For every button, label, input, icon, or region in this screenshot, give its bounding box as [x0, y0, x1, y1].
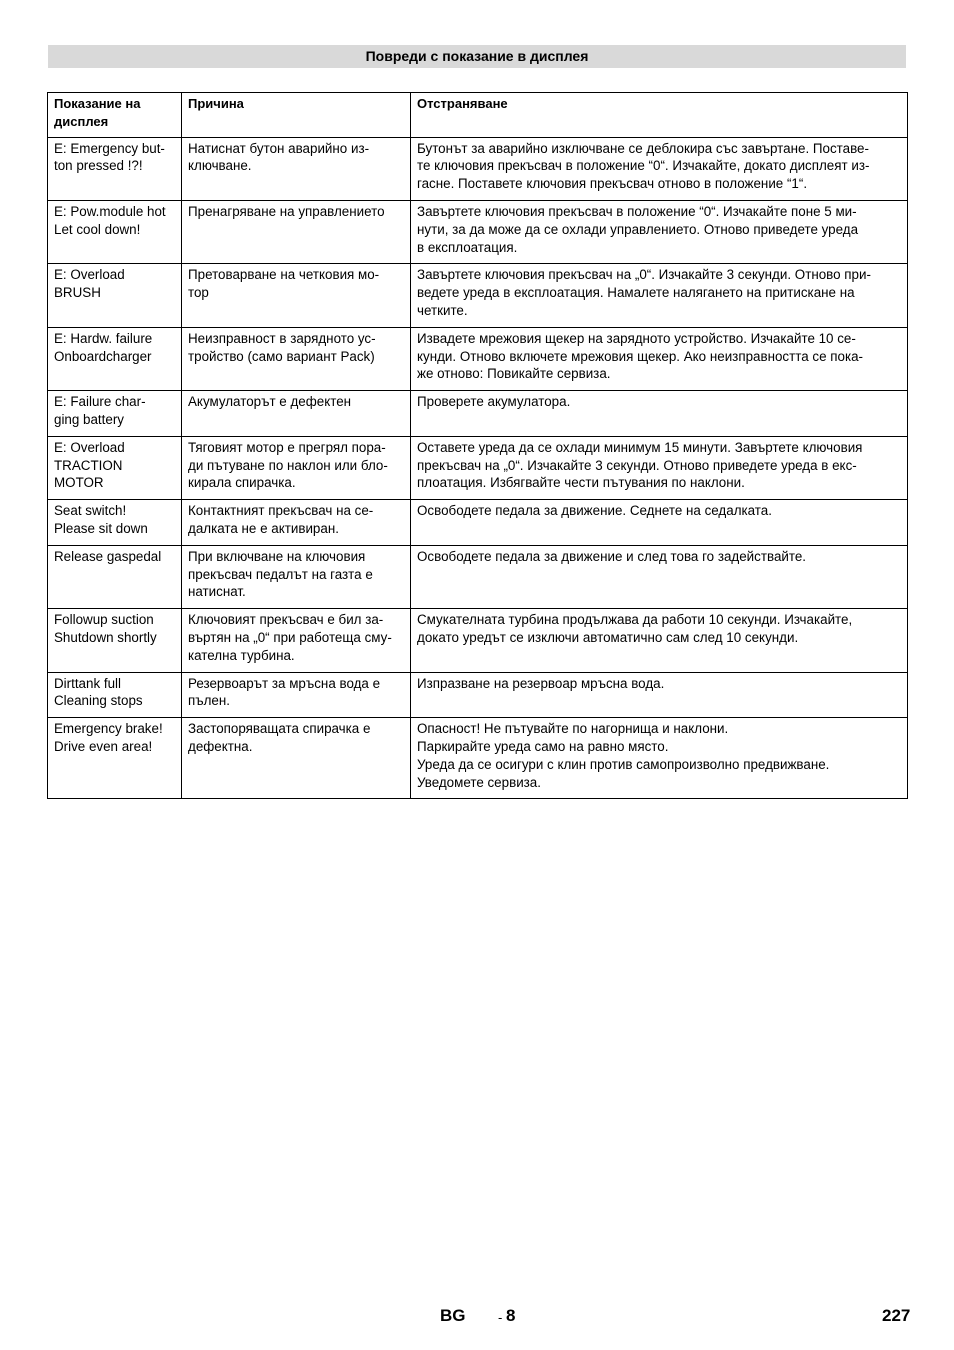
- header-display: [48, 93, 182, 138]
- cell-line: Shutdown shortly: [54, 629, 157, 645]
- cell-line: Отстраняване: [417, 96, 508, 111]
- cell-line: прекъсвач педалът на газта е: [188, 566, 373, 582]
- remedy-cell: [411, 436, 908, 499]
- footer-language: BG: [440, 1306, 466, 1325]
- cell-line: Ключовият прекъсвач е бил за-: [188, 612, 384, 628]
- cell-line: E: Overload: [54, 439, 125, 455]
- display-cell: [48, 672, 182, 718]
- cell-line: Emergency brake!: [54, 721, 163, 737]
- footer-page-number: 227: [882, 1306, 911, 1325]
- footer-sub-page: 8: [506, 1306, 516, 1325]
- cell-line: далката не е активиран.: [188, 520, 339, 536]
- cell-line: докато уредът се изключи автоматично сам след 10 секунди.: [417, 629, 799, 645]
- cell-line: Показание на: [54, 96, 141, 111]
- cell-line: Неизправност в зарядното ус-: [188, 330, 376, 346]
- cell-line: Please sit down: [54, 520, 148, 536]
- cell-line: Натиснат бутон аварийно из-: [188, 140, 370, 156]
- cell-line: тройство (само вариант Pack): [188, 348, 375, 364]
- cause-cell: [182, 137, 411, 200]
- cell-line: Seat switch!: [54, 503, 127, 519]
- display-cell: [48, 264, 182, 327]
- display-cell: [48, 137, 182, 200]
- cell-line: въртян на „0“ при работеща сму-: [188, 629, 392, 645]
- cell-line: кунди. Отново включете мрежовия щекер. Ако неизправността се пока-: [417, 348, 864, 364]
- cell-line: Резервоарът за мръсна вода е: [188, 675, 381, 691]
- cell-line: Освободете педала за движение. Седнете на седалката.: [417, 503, 772, 519]
- remedy-cell: [411, 264, 908, 327]
- cell-line: тор: [188, 285, 209, 301]
- display-cell: [48, 718, 182, 799]
- cell-line: E: Failure char-: [54, 394, 146, 410]
- cause-cell: [182, 672, 411, 718]
- cell-line: E: Pow.module hot: [54, 203, 166, 219]
- cause-cell: [182, 436, 411, 499]
- table-row: [48, 137, 908, 200]
- display-cell: [48, 200, 182, 263]
- footer-dash: -: [498, 1310, 503, 1325]
- cell-line: же отново: Повикайте сервиза.: [417, 366, 611, 382]
- display-cell: [48, 391, 182, 437]
- remedy-cell: [411, 672, 908, 718]
- remedy-cell: [411, 391, 908, 437]
- cell-line: Смукателната турбина продължава да работи 10 секунди. Изчакайте,: [417, 612, 853, 628]
- cell-line: Акумулаторът е дефектен: [188, 394, 352, 410]
- cell-line: Оставете уреда да се охлади минимум 15 минути. Завъртете ключовия: [417, 439, 863, 455]
- cell-line: Претоварване на четковия мо-: [188, 267, 380, 283]
- cell-line: ди пътуване по наклон или бло-: [188, 457, 388, 473]
- remedy-cell: [411, 500, 908, 546]
- cell-line: Контактният прекъсвач на се-: [188, 503, 374, 519]
- cell-line: пълен.: [188, 693, 230, 709]
- cell-line: BRUSH: [54, 285, 101, 301]
- cause-cell: [182, 200, 411, 263]
- cell-line: Пренагряване на управлението: [188, 203, 385, 219]
- remedy-cell: [411, 609, 908, 672]
- cell-line: Завъртете ключовия прекъсвач на „0“. Изчакайте 3 секунди. Отново при-: [417, 267, 871, 283]
- cell-line: в експлоатация.: [417, 239, 518, 255]
- table-row: [48, 718, 908, 799]
- table-row: [48, 327, 908, 390]
- cell-line: Завъртете ключовия прекъсвач в положение “0“. Изчакайте поне 5 ми-: [417, 203, 857, 219]
- table-header-row: [48, 93, 908, 138]
- cell-line: кирала спирачка.: [188, 475, 296, 491]
- section-title: Повреди с показание в дисплея: [48, 45, 906, 68]
- remedy-cell: [411, 137, 908, 200]
- display-cell: [48, 609, 182, 672]
- table-row: [48, 545, 908, 608]
- cell-line: ведете уреда в експлоатация. Намалете налягането на притискане на: [417, 285, 855, 301]
- cell-line: Dirttank full: [54, 675, 121, 691]
- cell-line: Cleaning stops: [54, 693, 143, 709]
- cell-line: MOTOR: [54, 475, 104, 491]
- cell-line: кателна турбина.: [188, 647, 295, 663]
- header-remedy: [411, 93, 908, 138]
- remedy-cell: [411, 327, 908, 390]
- cause-cell: [182, 391, 411, 437]
- cell-line: Release gaspedal: [54, 548, 162, 564]
- cause-cell: [182, 718, 411, 799]
- table-row: [48, 200, 908, 263]
- cell-line: дисплея: [54, 113, 109, 129]
- remedy-cell: [411, 718, 908, 799]
- cell-line: E: Hardw. failure: [54, 330, 153, 346]
- cell-line: Причина: [188, 96, 244, 111]
- cell-line: E: Emergency but-: [54, 140, 165, 156]
- table-row: [48, 436, 908, 499]
- cell-line: дефектна.: [188, 738, 253, 754]
- cell-line: Проверете акумулатора.: [417, 394, 571, 410]
- cell-line: Уреда да се осигури с клин против самопроизволно предвижване.: [417, 756, 830, 772]
- cell-line: нути, за да може да се охлади управлението. Отново приведете уреда: [417, 221, 859, 237]
- table-body: [48, 137, 908, 799]
- cause-cell: [182, 609, 411, 672]
- cell-line: Бутонът за аварийно изключване се деблокира със завъртане. Поставе-: [417, 140, 869, 156]
- cell-line: ключване.: [188, 158, 252, 174]
- cell-line: Drive even area!: [54, 738, 153, 754]
- fault-table: [47, 92, 908, 799]
- cell-line: ton pressed !?!: [54, 158, 143, 174]
- cell-line: те ключовия прекъсвач в положение “0“. Изчакайте, докато дисплеят из-: [417, 158, 870, 174]
- cell-line: E: Overload: [54, 267, 125, 283]
- cell-line: Извадете мрежовия щекер на зарядното устройство. Изчакайте 10 се-: [417, 330, 856, 346]
- table-row: [48, 391, 908, 437]
- cell-line: Паркирайте уреда само на равно място.: [417, 738, 669, 754]
- cell-line: плоатация. Избягвайте чести пътувания по наклони.: [417, 475, 745, 491]
- cause-cell: [182, 264, 411, 327]
- table-row: [48, 264, 908, 327]
- cause-cell: [182, 500, 411, 546]
- cell-line: четките.: [417, 302, 468, 318]
- table-row: [48, 609, 908, 672]
- cell-line: гасне. Поставете ключовия прекъсвач отново в положение “1“.: [417, 176, 808, 192]
- cell-line: натиснат.: [188, 584, 246, 600]
- cell-line: Let cool down!: [54, 221, 141, 237]
- cell-line: Изпразване на резервоар мръсна вода.: [417, 675, 665, 691]
- remedy-cell: [411, 545, 908, 608]
- cell-line: Тяговият мотор е прегрял пора-: [188, 439, 386, 455]
- cell-line: Followup suction: [54, 612, 154, 628]
- cell-line: ging battery: [54, 411, 124, 427]
- display-cell: [48, 500, 182, 546]
- cell-line: Уведомете сервиза.: [417, 774, 541, 790]
- cause-cell: [182, 327, 411, 390]
- cell-line: Застопоряващата спирачка е: [188, 721, 371, 737]
- cell-line: TRACTION: [54, 457, 123, 473]
- cause-cell: [182, 545, 411, 608]
- cell-line: Onboardcharger: [54, 348, 152, 364]
- display-cell: [48, 327, 182, 390]
- cell-line: Опасност! Не пътувайте по нагорнища и наклони.: [417, 721, 729, 737]
- table-row: [48, 500, 908, 546]
- display-cell: [48, 545, 182, 608]
- cell-line: Освободете педала за движение и след това го задействайте.: [417, 548, 807, 564]
- table-row: [48, 672, 908, 718]
- cell-line: При включване на ключовия: [188, 548, 366, 564]
- display-cell: [48, 436, 182, 499]
- remedy-cell: [411, 200, 908, 263]
- header-cause: [182, 93, 411, 138]
- cell-line: прекъсвач на „0“. Изчакайте 3 секунди. Отново приведете уреда в екс-: [417, 457, 857, 473]
